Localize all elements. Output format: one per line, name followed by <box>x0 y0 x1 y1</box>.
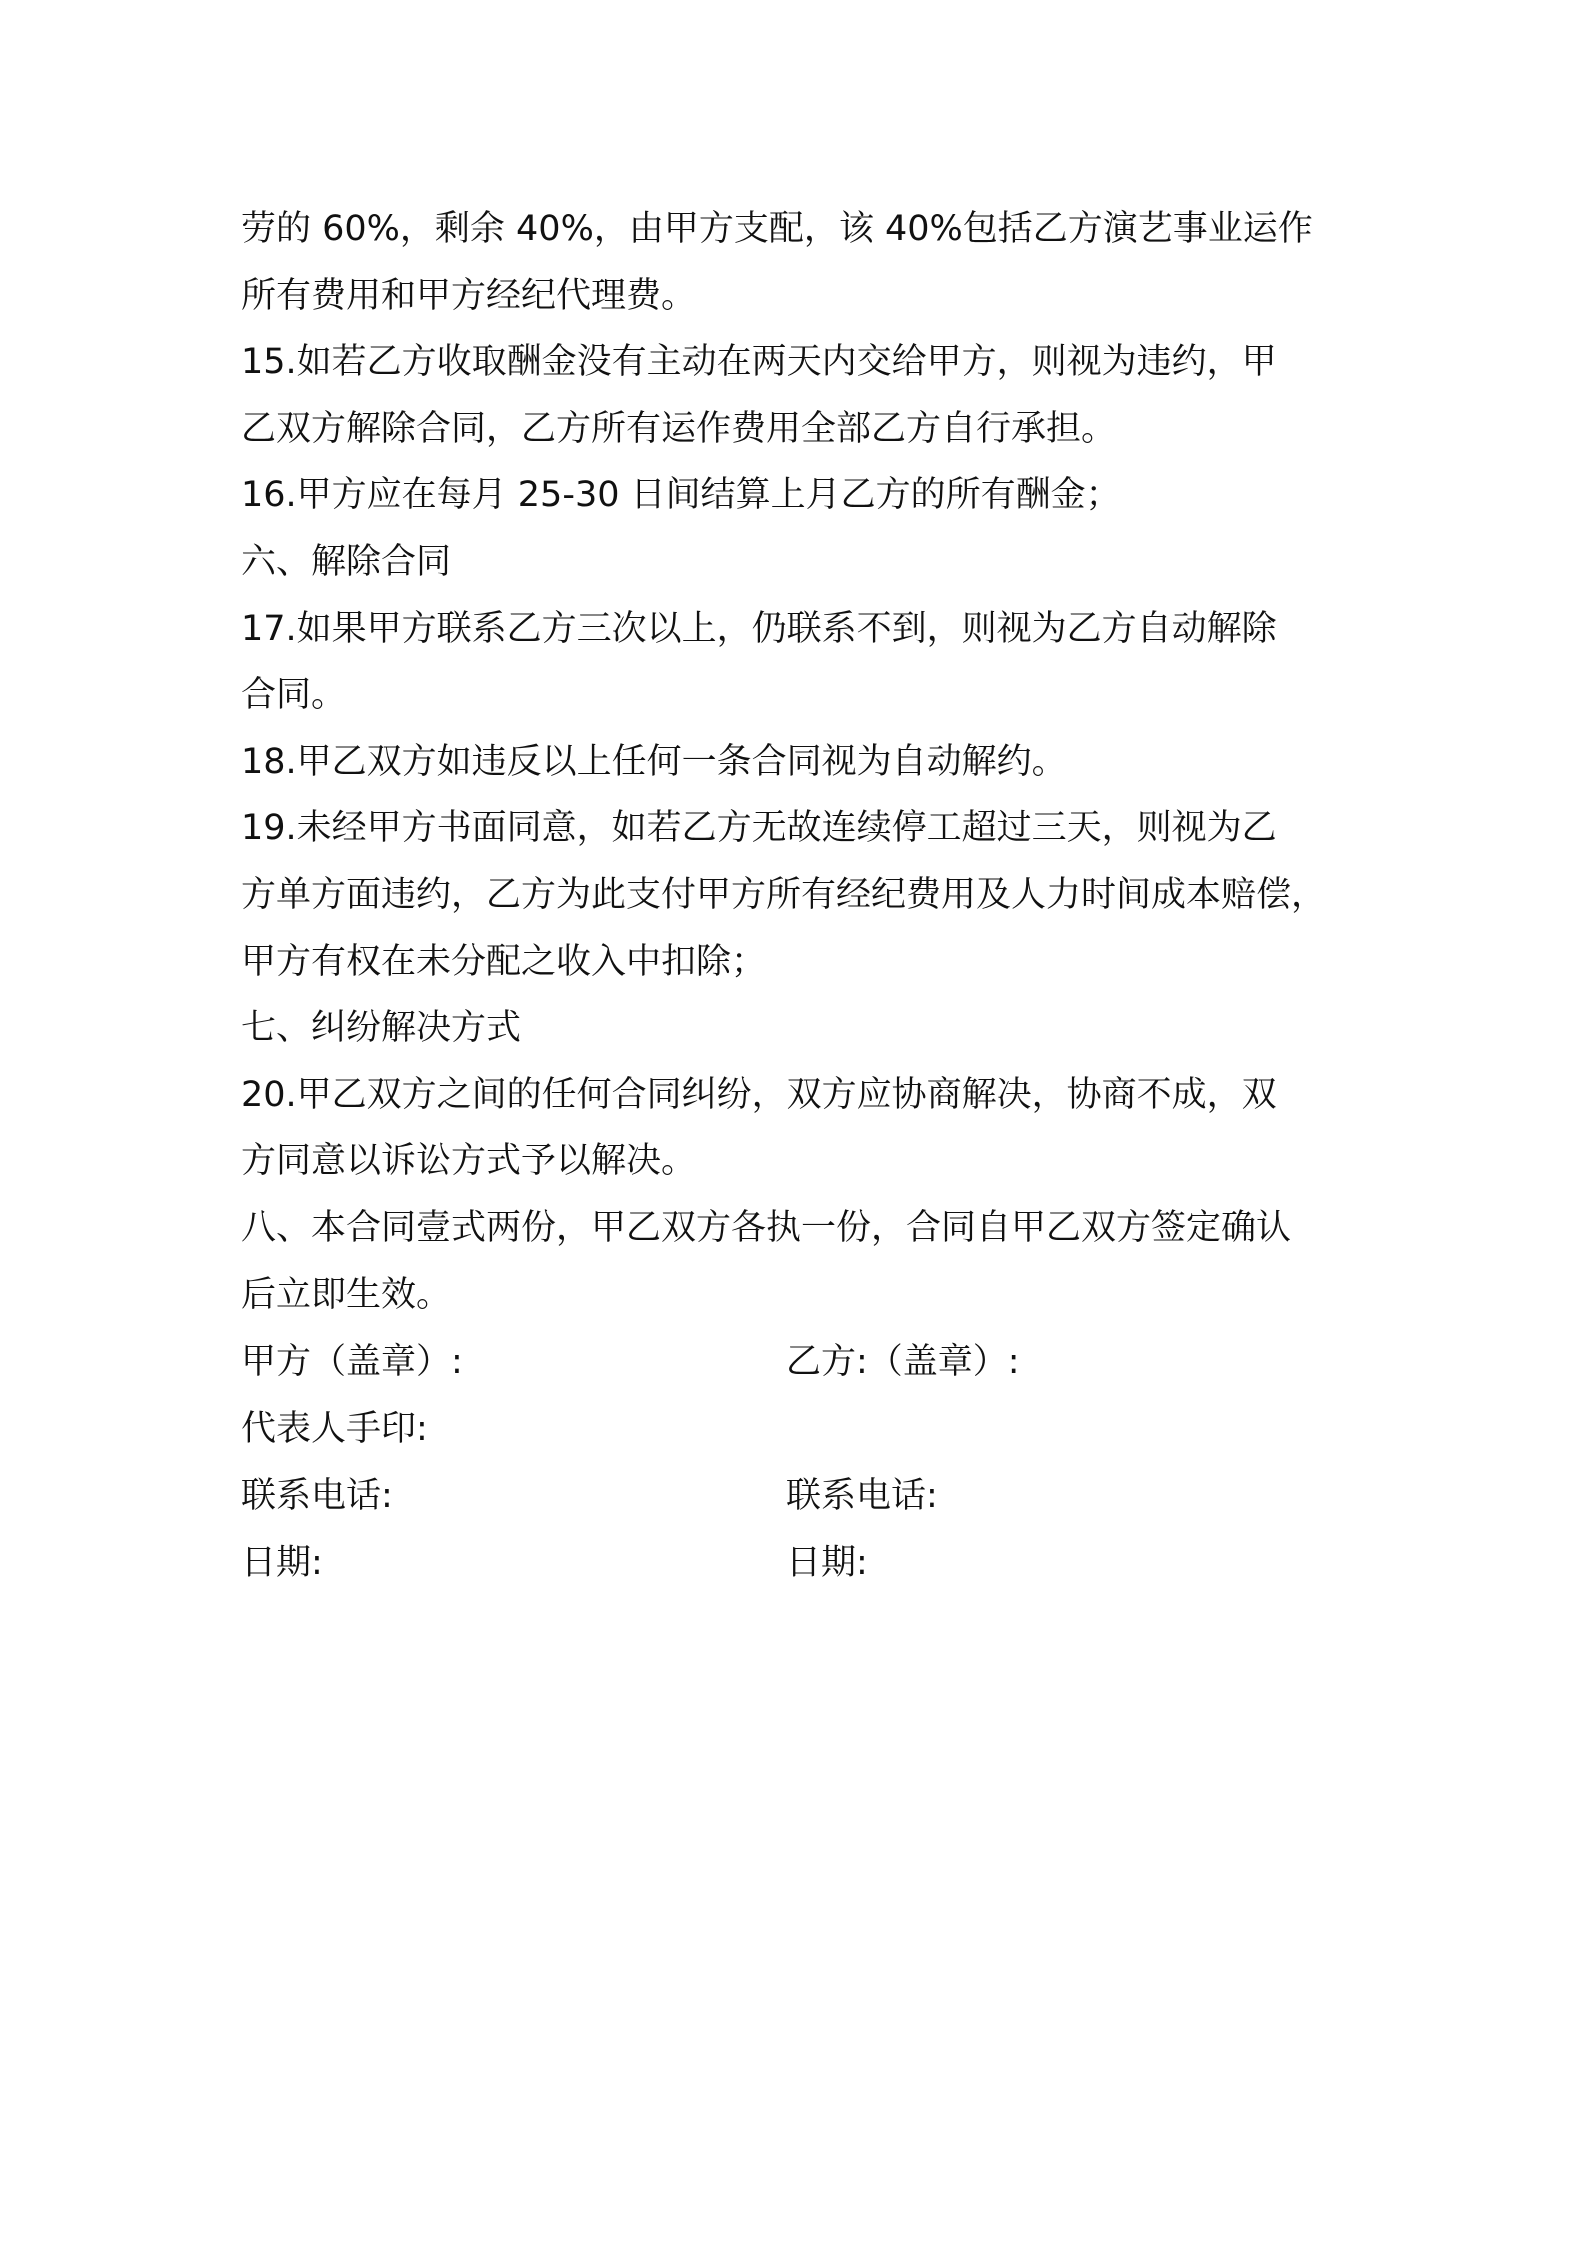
signature-row-phone <box>241 1463 1371 1530</box>
party-b-phone-label: 联系电话: <box>786 1476 938 1516</box>
signature-row-date <box>241 1530 1371 1597</box>
contract-line: 甲方有权在未分配之收入中扣除； <box>241 941 767 982</box>
contract-line: 后立即生效。 <box>241 1274 452 1315</box>
party-a-seal-label: 甲方（盖章）: <box>241 1342 463 1382</box>
representative-fingerprint-label: 代表人手印: <box>241 1409 428 1449</box>
section-heading-effect: 八、本合同壹式两份，甲乙双方各执一份，合同自甲乙双方签定确认 <box>241 1207 1292 1248</box>
contract-body <box>241 196 1371 1328</box>
clause-17: 17.如果甲方联系乙方三次以上，仍联系不到，则视为乙方自动解除 <box>241 608 1277 649</box>
party-b-seal-label: 乙方:（盖章）: <box>786 1342 1020 1382</box>
clause-15: 15.如若乙方收取酬金没有主动在两天内交给甲方，则视为违约，甲 <box>241 342 1277 383</box>
signature-row-seal <box>241 1329 1371 1396</box>
contract-line: 方单方面违约，乙方为此支付甲方所有经纪费用及人力时间成本赔偿， <box>241 874 1327 915</box>
section-heading-dispute: 七、纠纷解决方式 <box>241 1008 522 1049</box>
contract-line: 乙双方解除合同，乙方所有运作费用全部乙方自行承担。 <box>241 408 1117 449</box>
clause-19: 19.未经甲方书面同意，如若乙方无故连续停工超过三天，则视为乙 <box>241 808 1277 849</box>
contract-line: 方同意以诉讼方式予以解决。 <box>241 1141 697 1182</box>
party-a-date-label: 日期: <box>241 1543 323 1583</box>
contract-line: 所有费用和甲方经纪代理费。 <box>241 275 697 316</box>
signature-block <box>241 1329 1371 1597</box>
party-b-date-label: 日期: <box>786 1543 868 1583</box>
clause-18: 18.甲乙双方如违反以上任何一条合同视为自动解约。 <box>241 741 1067 782</box>
signature-row-representative <box>241 1396 1371 1463</box>
section-heading-termination: 六、解除合同 <box>241 541 452 582</box>
contract-line: 劳的 60%，剩余 40%，由甲方支配，该 40%包括乙方演艺事业运作 <box>241 209 1313 249</box>
party-a-phone-label: 联系电话: <box>241 1476 393 1516</box>
contract-line: 合同。 <box>241 675 347 716</box>
clause-16: 16.甲方应在每月 25-30 日间结算上月乙方的所有酬金； <box>241 475 1121 516</box>
clause-20: 20.甲乙双方之间的任何合同纠纷，双方应协商解决，协商不成，双 <box>241 1074 1277 1115</box>
